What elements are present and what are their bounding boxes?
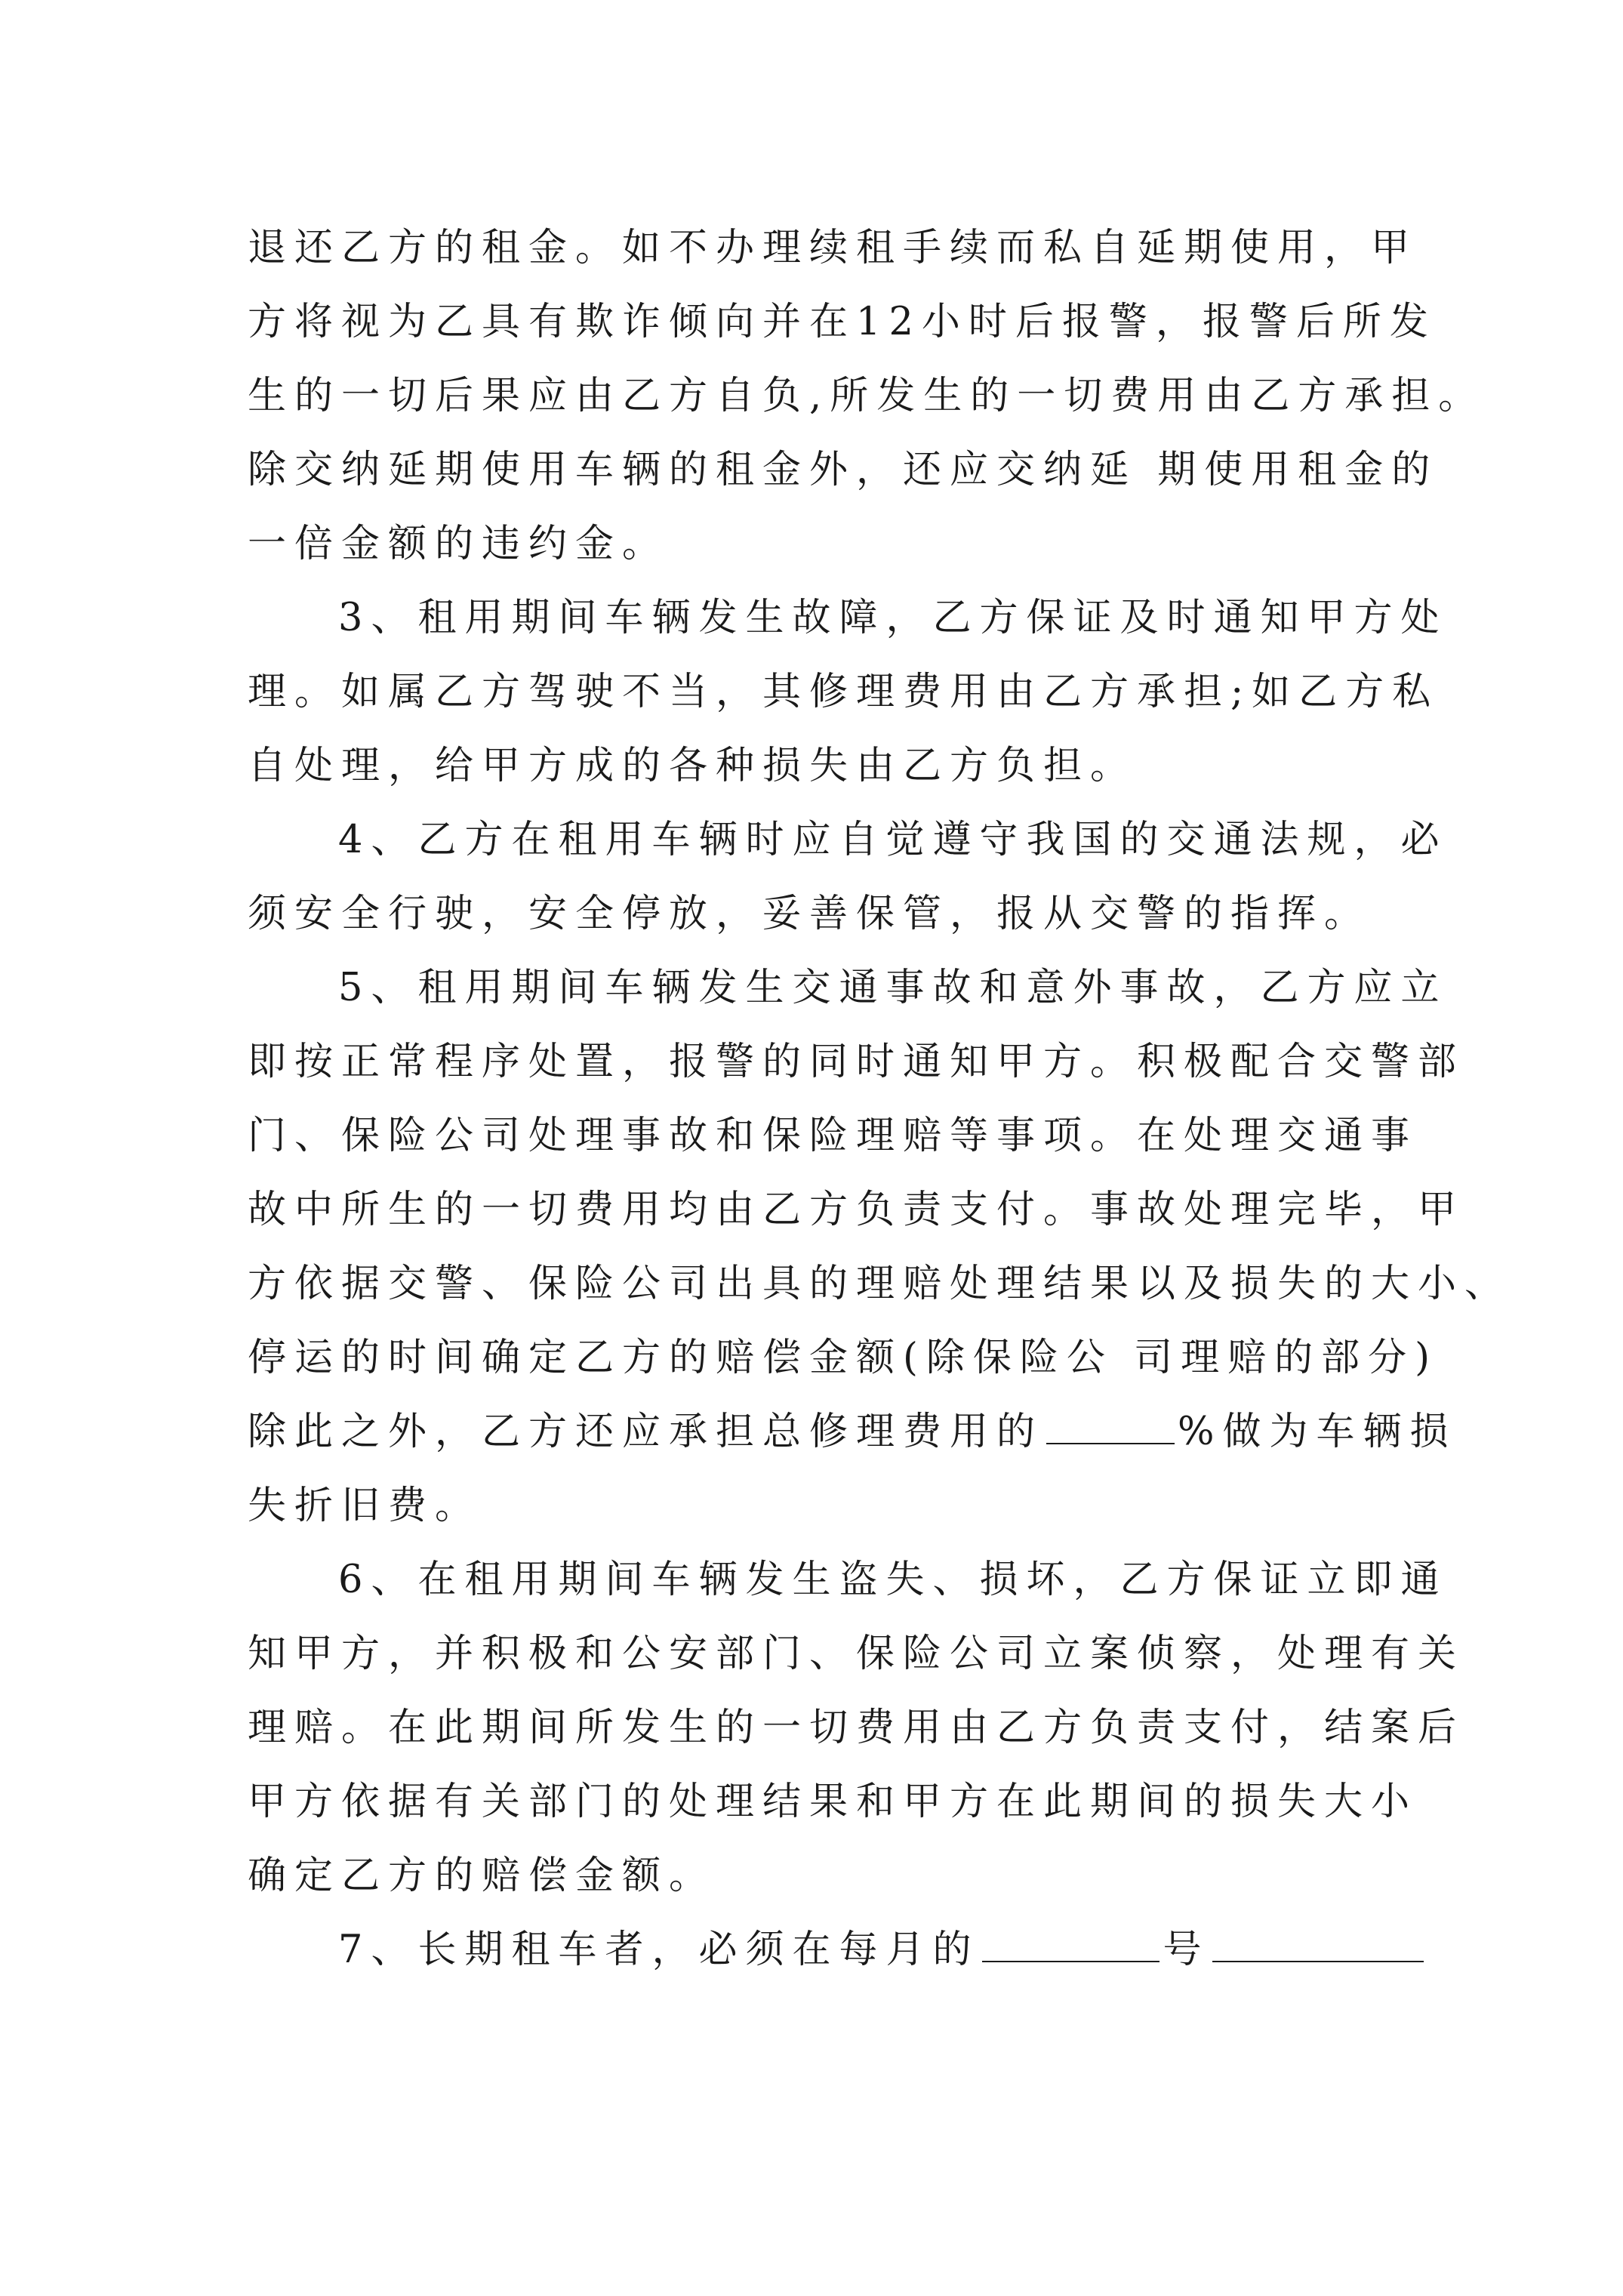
text-line: 故中所生的一切费用均由乙方负责支付。事故处理完毕，甲 (248, 1188, 1465, 1232)
text-line: 一倍金额的违约金。 (248, 522, 670, 566)
clause-7-line (248, 1913, 1425, 1987)
clause-6-line: 6、在租用期间车辆发生盗失、损坏，乙方保证立即通 (338, 1558, 1448, 1602)
text-line: 即按正常程序处置，报警的同时通知甲方。积极配合交警部 (248, 1040, 1465, 1084)
clause-5-line: 5、租用期间车辆发生交通事故和意外事故，乙方应立 (338, 966, 1448, 1010)
text-line: 方将视为乙具有欺诈倾向并在12小时后报警，报警后所发 (248, 300, 1437, 344)
contract-body (248, 211, 1512, 1987)
text-line: 生的一切后果应由乙方自负,所发生的一切费用由乙方承担。 (248, 374, 1486, 418)
text-line: 理赔。在此期间所发生的一切费用由乙方负责支付，结案后 (248, 1706, 1465, 1750)
trailing-fill-blank[interactable] (1212, 1915, 1424, 1962)
text-line: 除交纳延期使用车辆的租金外，还应交纳延 期使用租金的 (248, 448, 1439, 492)
day-fill-blank[interactable] (982, 1915, 1160, 1962)
text-segment: 号 (1163, 1928, 1210, 1972)
text-segment: %做为车辆损 (1178, 1410, 1457, 1454)
percentage-fill-blank[interactable] (1046, 1398, 1175, 1444)
text-segment: 除此之外，乙方还应承担总修理费用的 (248, 1410, 1044, 1454)
text-line: 理。如属乙方驾驶不当，其修理费用由乙方承担;如乙方私 (248, 670, 1440, 714)
text-line: 甲方依据有关部门的处理结果和甲方在此期间的损失大小 (248, 1780, 1418, 1824)
clause-4-line: 4、乙方在租用车辆时应自觉遵守我国的交通法规，必 (338, 818, 1448, 862)
text-line: 方依据交警、保险公司出具的理赔处理结果以及损失的大小、 (248, 1262, 1512, 1306)
text-line: 知甲方，并积极和公安部门、保险公司立案侦察，处理有关 (248, 1632, 1465, 1676)
text-line: 须安全行驶，安全停放，妥善保管，报从交警的指挥。 (248, 892, 1372, 936)
text-line-with-blank (248, 1395, 1457, 1469)
text-line: 失折旧费。 (248, 1484, 482, 1528)
text-line: 确定乙方的赔偿金额。 (248, 1854, 716, 1898)
text-line: 自处理，给甲方成的各种损失由乙方负担。 (248, 744, 1138, 788)
text-segment: 7、长期租车者，必须在每月的 (338, 1928, 980, 1972)
text-line: 停运的时间确定乙方的赔偿金额(除保险公 司理赔的部分) (248, 1336, 1439, 1380)
clause-3-line: 3、租用期间车辆发生故障，乙方保证及时通知甲方处 (338, 596, 1448, 640)
text-line: 门、保险公司处理事故和保险理赔等事项。在处理交通事 (248, 1114, 1418, 1158)
text-line: 退还乙方的租金。如不办理续租手续而私自延期使用，甲 (248, 226, 1418, 270)
